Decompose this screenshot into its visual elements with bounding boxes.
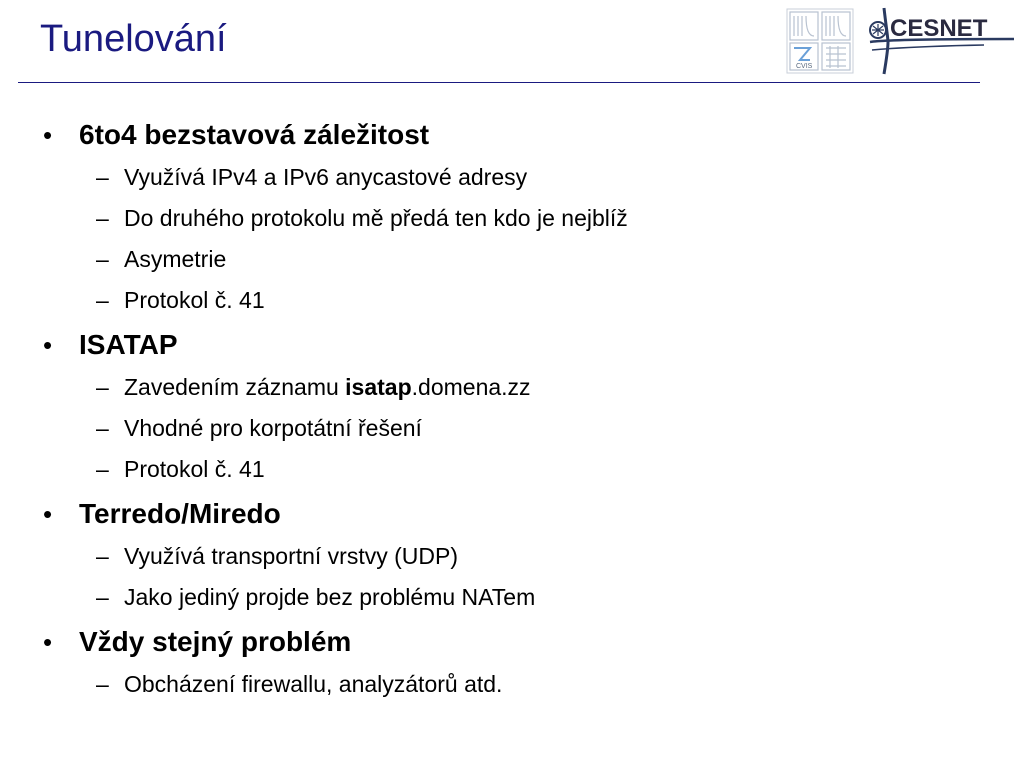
sub-glyph: –: [96, 374, 109, 400]
sub-item: [0, 409, 1024, 450]
bullet-item: [0, 491, 1024, 537]
sub-text: Využívá transportní vrstvy (UDP): [124, 543, 459, 569]
cesnet-logo: [864, 6, 1016, 76]
sub-text: Protokol č. 41: [124, 287, 265, 313]
bullet-text: 6to4 bezstavová záležitost: [79, 119, 430, 150]
cvis-logo-text: CVIS: [796, 63, 813, 70]
sub-glyph: –: [96, 543, 109, 569]
sub-glyph: –: [96, 246, 109, 272]
sub-text-pre: Zavedením záznamu: [124, 374, 346, 400]
bullet-text: Terredo/Miredo: [79, 498, 281, 529]
sub-text-post: .domena.zz: [411, 374, 531, 400]
sub-glyph: –: [96, 164, 109, 190]
sub-text: Vhodné pro korpotátní řešení: [124, 415, 422, 441]
bullet-glyph: •: [43, 499, 53, 529]
sub-text: Asymetrie: [124, 246, 227, 272]
sub-item: [0, 665, 1024, 706]
bullet-glyph: •: [43, 627, 53, 657]
sub-item: [0, 537, 1024, 578]
sub-text: Využívá IPv4 a IPv6 anycastové adresy: [124, 164, 528, 190]
sub-text: Jako jediný projde bez problému NATem: [124, 584, 536, 610]
sub-text: Do druhého protokolu mě předá ten kdo je nejblíž: [124, 205, 628, 231]
sub-text: Protokol č. 41: [124, 456, 265, 482]
sub-item: [0, 368, 1024, 409]
bullet-item: [0, 322, 1024, 368]
sub-glyph: –: [96, 415, 109, 441]
cvis-logo: [786, 8, 854, 74]
sub-glyph: –: [96, 287, 109, 313]
bullet-item: [0, 112, 1024, 158]
bullet-item: [0, 619, 1024, 665]
sub-item: [0, 281, 1024, 322]
cesnet-logo-text: CESNET: [890, 15, 988, 42]
sub-text: [124, 372, 531, 402]
bullet-glyph: •: [43, 330, 53, 360]
slide-title: Tunelování: [40, 18, 227, 60]
sub-item: [0, 158, 1024, 199]
bullet-glyph: •: [43, 120, 53, 150]
sub-glyph: –: [96, 584, 109, 610]
bullet-text: ISATAP: [79, 329, 178, 360]
title-divider: [18, 82, 980, 83]
sub-glyph: –: [96, 205, 109, 231]
sub-glyph: –: [96, 671, 109, 697]
sub-glyph: –: [96, 456, 109, 482]
sub-item: [0, 199, 1024, 240]
sub-item: [0, 240, 1024, 281]
bullet-list: [0, 112, 1024, 706]
sub-text-bold: isatap: [345, 374, 412, 400]
bullet-text: Vždy stejný problém: [79, 626, 352, 657]
sub-item: [0, 450, 1024, 491]
sub-item: [0, 578, 1024, 619]
sub-text: Obcházení firewallu, analyzátorů atd.: [124, 671, 503, 697]
